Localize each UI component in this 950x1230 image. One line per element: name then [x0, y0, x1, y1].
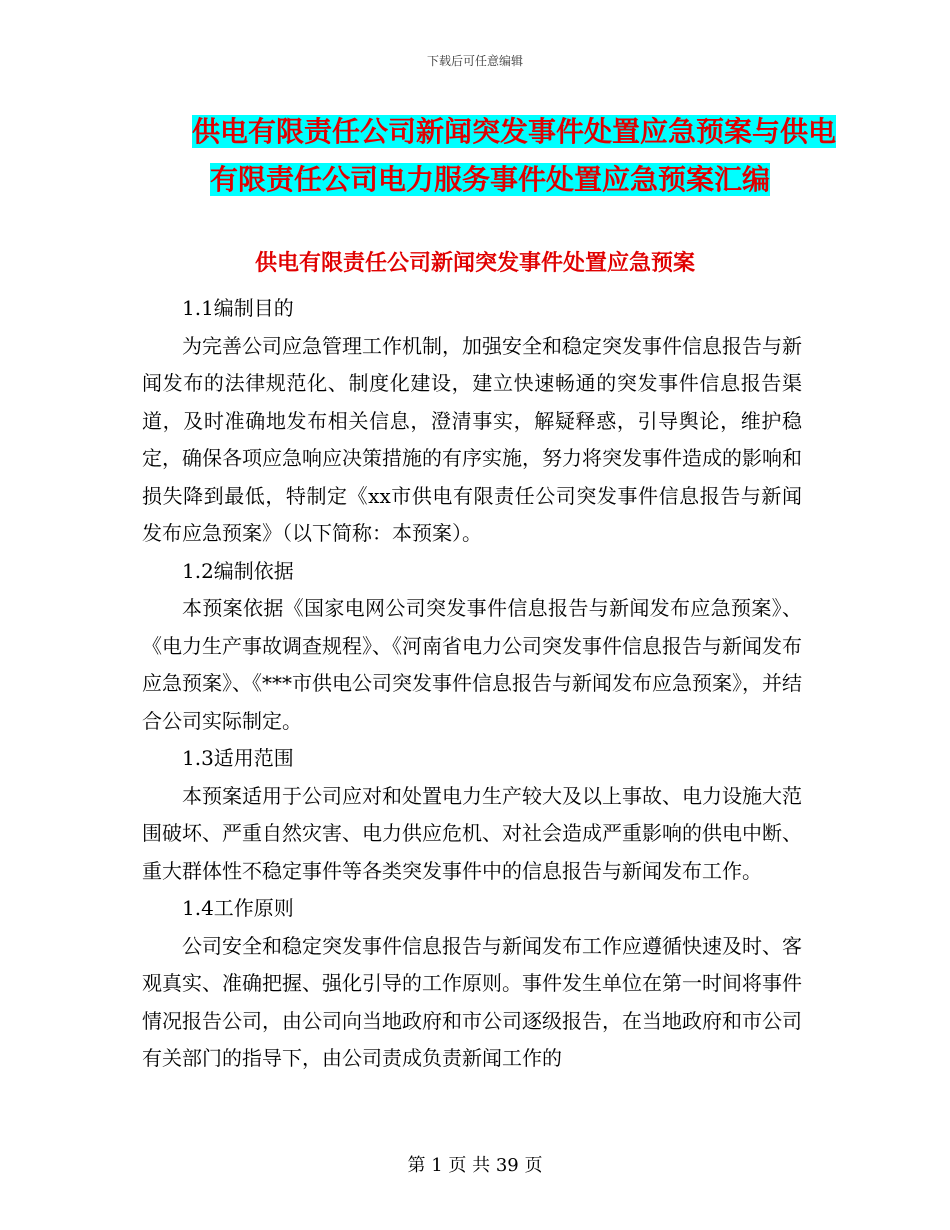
document-body — [142, 290, 802, 1078]
document-title-line-1 — [140, 108, 837, 156]
paragraph-1-1: 为完善公司应急管理工作机制，加强安全和稳定突发事件信息报告与新闻发布的法律规范化、制度化建设，建立快速畅通的突发事件信息报告渠道，及时准确地发布相关信息，澄清事实，解疑释惑，引导舆论，维护稳定，确保各项应急响应决策措施的有序实施，努力将突发事件造成的影响和损失降到最低，特制定《xx市供电有限责任公司突发事件信息报告与新闻发布应急预案》（以下简称：本预案）。 — [142, 333, 802, 545]
document-title — [140, 108, 837, 204]
paragraph-1-3: 本预案适用于公司应对和处置电力生产较大及以上事故、电力设施大范围破坏、严重自然灾害、电力供应危机、对社会造成严重影响的供电中断、重大群体性不稳定事件等各类突发事件中的信息报告与新闻发布工作。 — [142, 783, 802, 883]
page-header: 下载后可任意编辑 — [426, 54, 523, 68]
title-highlight-2: 有限责任公司电力服务事件处置应急预案汇编 — [210, 163, 771, 196]
title-highlight-1: 供电有限责任公司新闻突发事件处置应急预案与供电 — [192, 115, 837, 148]
paragraph-1-4: 公司安全和稳定突发事件信息报告与新闻发布工作应遵循快速及时、客观真实、准确把握、强化引导的工作原则。事件发生单位在第一时间将事件情况报告公司，由公司向当地政府和市公司逐级报告，在当地政府和市公司有关部门的指导下，由公司责成负责新闻工作的 — [142, 933, 802, 1070]
page-number-footer: 第 1 页 共 39 页 — [407, 1155, 543, 1176]
section-heading-1-1: 1.1编制目的 — [182, 296, 294, 320]
section-heading-1-4: 1.4工作原则 — [182, 896, 294, 920]
section-title: 供电有限责任公司新闻突发事件处置应急预案 — [254, 251, 695, 276]
section-heading-1-3: 1.3适用范围 — [182, 746, 294, 770]
section-heading-1-2: 1.2编制依据 — [182, 558, 294, 583]
document-title-line-2 — [140, 156, 810, 204]
paragraph-1-2: 本预案依据《国家电网公司突发事件信息报告与新闻发布应急预案》、《电力生产事故调查规程》、《河南省电力公司突发事件信息报告与新闻发布应急预案》、《***市供电公司突发事件信息报告与新闻发布应急预案》，并结合公司实际制定。 — [142, 596, 802, 733]
